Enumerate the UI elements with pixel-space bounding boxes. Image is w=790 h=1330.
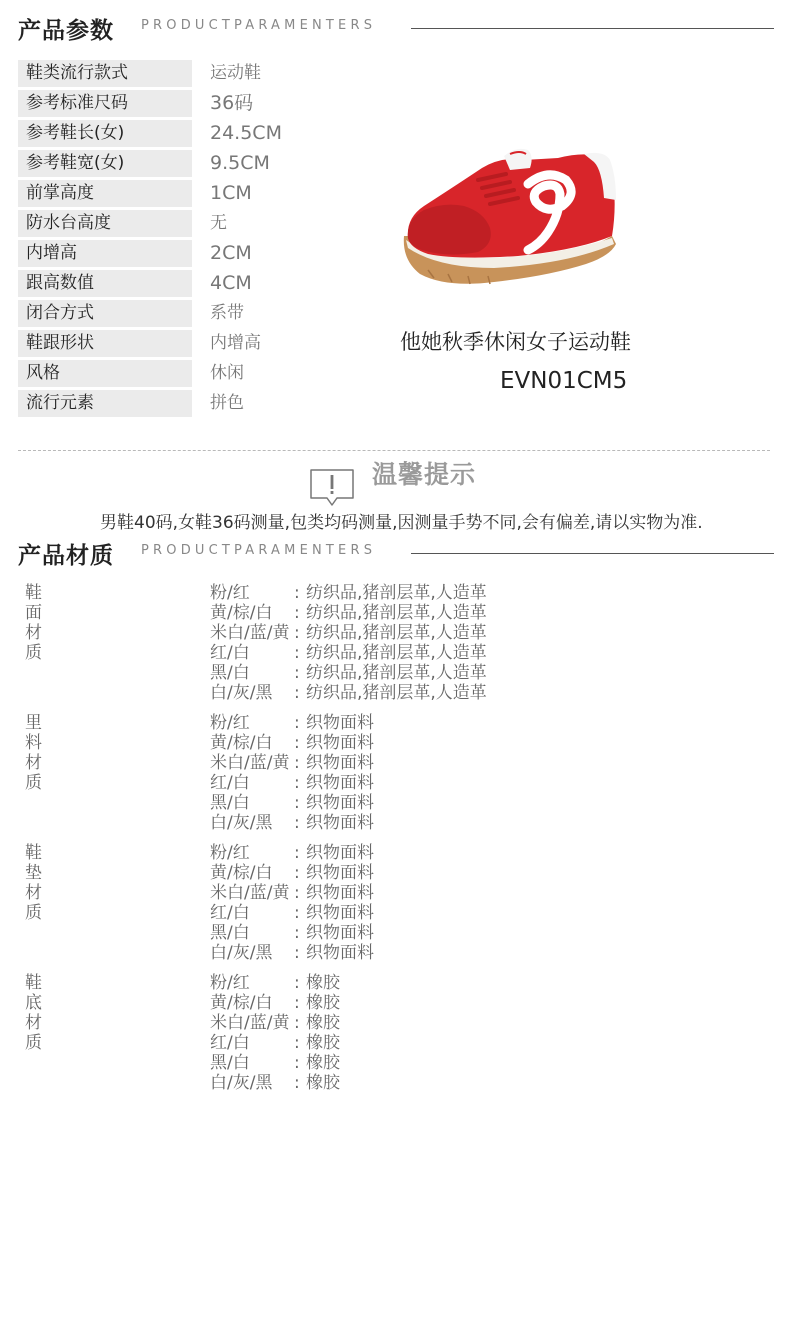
param-label: 参考鞋长(女)	[18, 120, 192, 147]
material-color: 粉/红	[210, 713, 250, 733]
dashed-divider	[18, 450, 770, 451]
material-color: 红/白	[210, 903, 250, 923]
material-separator: :	[294, 583, 300, 603]
material-value: 织物面料	[306, 713, 374, 733]
param-label: 鞋跟形状	[18, 330, 192, 357]
material-value: 橡胶	[306, 1013, 340, 1033]
param-value: 4CM	[210, 272, 252, 294]
material-separator: :	[294, 863, 300, 883]
material-color: 黑/白	[210, 793, 250, 813]
param-label: 流行元素	[18, 390, 192, 417]
material-separator: :	[294, 943, 300, 963]
material-separator: :	[294, 663, 300, 683]
product-code: EVN01CM5	[500, 368, 628, 394]
material-value: 织物面料	[306, 883, 374, 903]
material-color: 红/白	[210, 773, 250, 793]
material-separator: :	[294, 733, 300, 753]
param-label: 参考标准尺码	[18, 90, 192, 117]
param-value: 内增高	[210, 333, 261, 353]
material-value: 织物面料	[306, 843, 374, 863]
materials-section-header	[18, 533, 774, 569]
material-value: 织物面料	[306, 813, 374, 833]
material-separator: :	[294, 643, 300, 663]
materials-section-title: 产品材质	[18, 543, 114, 569]
param-value: 运动鞋	[210, 63, 261, 83]
param-label: 闭合方式	[18, 300, 192, 327]
material-label: 里料材质	[25, 713, 42, 793]
material-color: 白/灰/黑	[210, 943, 273, 963]
notice-text: 男鞋40码,女鞋36码测量,包类均码测量,因测量手势不同,会有偏差,请以实物为准.	[100, 513, 703, 533]
material-value: 织物面料	[306, 793, 374, 813]
material-label: 鞋垫材质	[25, 843, 42, 923]
param-value: 系带	[210, 303, 244, 323]
material-value: 纺织品,猪剖层革,人造革	[306, 643, 487, 663]
param-label: 前掌高度	[18, 180, 192, 207]
material-separator: :	[294, 1053, 300, 1073]
materials-section-subtitle: PRODUCTPARAMENTERS	[141, 543, 377, 558]
material-value: 织物面料	[306, 733, 374, 753]
material-value: 橡胶	[306, 1033, 340, 1053]
material-separator: :	[294, 973, 300, 993]
material-separator: :	[294, 683, 300, 703]
params-section-divider	[411, 28, 774, 29]
material-value: 织物面料	[306, 923, 374, 943]
material-color: 粉/红	[210, 583, 250, 603]
material-color: 粉/红	[210, 973, 250, 993]
notice-title: 温馨提示	[372, 460, 477, 489]
material-separator: :	[294, 813, 300, 833]
material-color: 红/白	[210, 1033, 250, 1053]
param-value: 1CM	[210, 182, 252, 204]
material-separator: :	[294, 603, 300, 623]
material-color: 黄/棕/白	[210, 863, 273, 883]
material-value: 橡胶	[306, 993, 340, 1013]
material-value: 纺织品,猪剖层革,人造革	[306, 603, 487, 623]
param-label: 防水台高度	[18, 210, 192, 237]
param-value: 拼色	[210, 393, 244, 413]
material-value: 织物面料	[306, 903, 374, 923]
material-separator: :	[294, 773, 300, 793]
material-color: 粉/红	[210, 843, 250, 863]
material-separator: :	[294, 713, 300, 733]
material-value: 橡胶	[306, 1073, 340, 1093]
material-separator: :	[294, 623, 300, 643]
params-section-title: 产品参数	[18, 18, 114, 44]
material-separator: :	[294, 753, 300, 773]
material-separator: :	[294, 1033, 300, 1053]
material-value: 纺织品,猪剖层革,人造革	[306, 623, 487, 643]
material-separator: :	[294, 1013, 300, 1033]
param-value: 36码	[210, 92, 254, 114]
material-color: 黄/棕/白	[210, 603, 273, 623]
product-name: 他她秋季休闲女子运动鞋	[400, 330, 631, 354]
product-shoe-image	[398, 140, 624, 298]
material-value: 织物面料	[306, 773, 374, 793]
material-color: 米白/蓝/黄	[210, 883, 290, 903]
params-section-subtitle: PRODUCTPARAMENTERS	[141, 18, 377, 33]
param-label: 跟高数值	[18, 270, 192, 297]
material-separator: :	[294, 883, 300, 903]
material-color: 米白/蓝/黄	[210, 623, 290, 643]
param-value: 2CM	[210, 242, 252, 264]
material-color: 红/白	[210, 643, 250, 663]
param-value: 24.5CM	[210, 122, 282, 144]
material-color: 白/灰/黑	[210, 813, 273, 833]
param-value: 无	[210, 213, 227, 233]
material-color: 黄/棕/白	[210, 993, 273, 1013]
materials-section-divider	[411, 553, 774, 554]
param-value: 休闲	[210, 363, 244, 383]
material-separator: :	[294, 843, 300, 863]
material-color: 黑/白	[210, 663, 250, 683]
material-color: 黑/白	[210, 1053, 250, 1073]
material-value: 纺织品,猪剖层革,人造革	[306, 683, 487, 703]
material-value: 织物面料	[306, 753, 374, 773]
material-value: 纺织品,猪剖层革,人造革	[306, 663, 487, 683]
material-color: 白/灰/黑	[210, 1073, 273, 1093]
param-value: 9.5CM	[210, 152, 270, 174]
material-value: 织物面料	[306, 863, 374, 883]
material-separator: :	[294, 903, 300, 923]
material-color: 白/灰/黑	[210, 683, 273, 703]
param-label: 风格	[18, 360, 192, 387]
material-separator: :	[294, 1073, 300, 1093]
material-color: 米白/蓝/黄	[210, 1013, 290, 1033]
param-label: 参考鞋宽(女)	[18, 150, 192, 177]
material-separator: :	[294, 993, 300, 1013]
material-color: 黑/白	[210, 923, 250, 943]
material-label: 鞋面材质	[25, 583, 42, 663]
material-separator: :	[294, 923, 300, 943]
material-color: 黄/棕/白	[210, 733, 273, 753]
speech-exclamation-icon	[309, 468, 355, 508]
material-value: 纺织品,猪剖层革,人造革	[306, 583, 487, 603]
params-section-header	[18, 8, 774, 44]
material-separator: :	[294, 793, 300, 813]
material-value: 橡胶	[306, 1053, 340, 1073]
material-value: 织物面料	[306, 943, 374, 963]
material-label: 鞋底材质	[25, 973, 42, 1053]
material-color: 米白/蓝/黄	[210, 753, 290, 773]
param-label: 内增高	[18, 240, 192, 267]
material-value: 橡胶	[306, 973, 340, 993]
param-label: 鞋类流行款式	[18, 60, 192, 87]
